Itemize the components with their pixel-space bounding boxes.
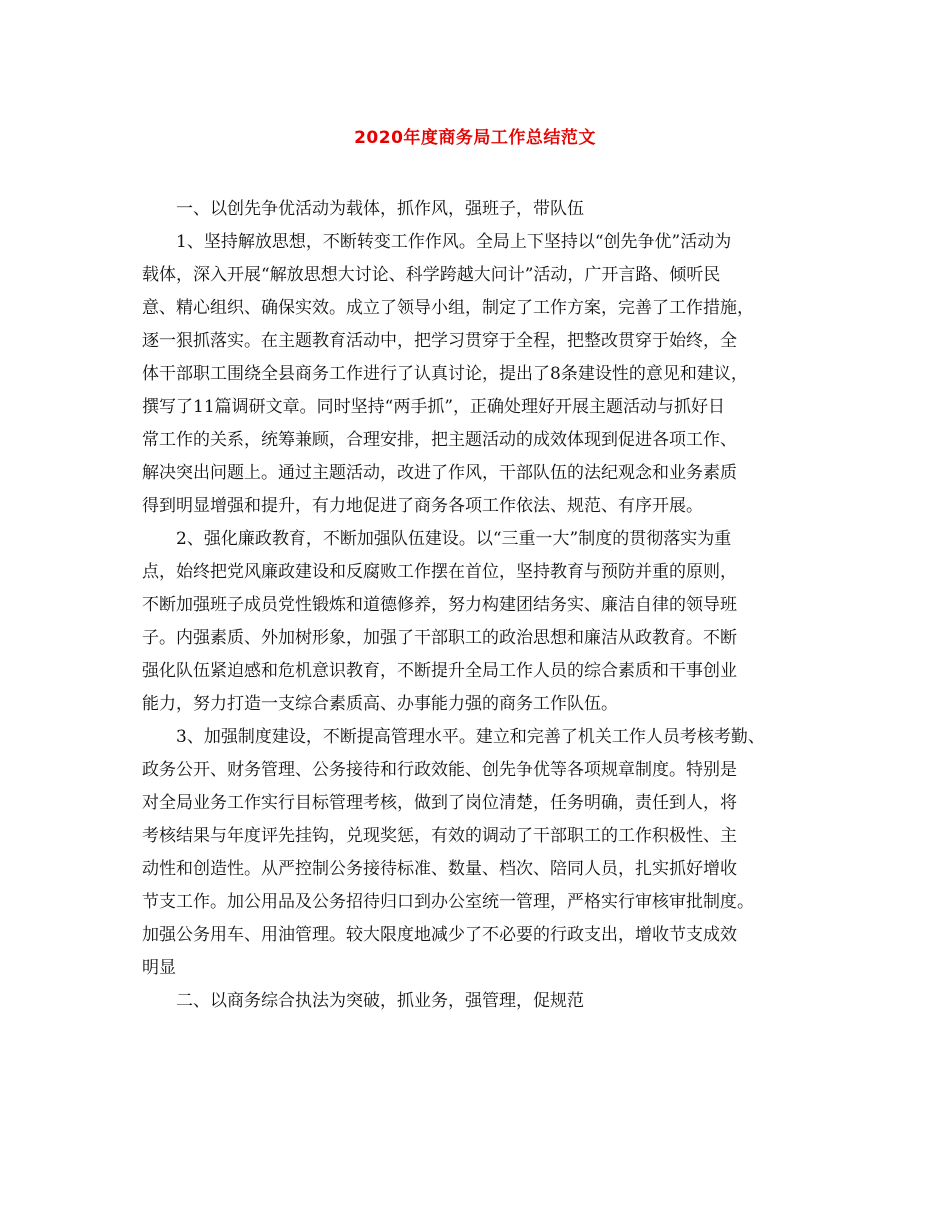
paragraph-line: 对全局业务工作实行目标管理考核，做到了岗位清楚，任务明确，责任到人，将 [142, 793, 737, 813]
paragraph-first-line: 二、以商务综合执法为突破，抓业务，强管理，促规范 [176, 991, 584, 1011]
paragraph [142, 721, 814, 985]
paragraph-line: 不断加强班子成员党性锻炼和道德修养，努力构建团结务实、廉洁自律的领导班 [142, 595, 737, 615]
paragraph [142, 193, 814, 226]
paragraph [142, 226, 814, 523]
paragraph-line: 子。内强素质、外加树形象，加强了干部职工的政治思想和廉洁从政教育。不断 [142, 628, 737, 648]
document-body [142, 193, 814, 1018]
paragraph-line: 明显 [142, 958, 176, 978]
paragraph-first-line: 1、坚持解放思想，不断转变工作作风。全局上下坚持以“创先争优”活动为 [176, 232, 732, 252]
paragraph-line: 考核结果与年度评先挂钩，兑现奖惩，有效的调动了干部职工的工作积极性、主 [142, 826, 737, 846]
paragraph-line: 节支工作。加公用品及公务招待归口到办公室统一管理，严格实行审核审批制度。 [142, 892, 754, 912]
paragraph-line: 加强公务用车、用油管理。较大限度地减少了不必要的行政支出，增收节支成效 [142, 925, 737, 945]
paragraph-line: 强化队伍紧迫感和危机意识教育，不断提升全局工作人员的综合素质和干事创业 [142, 661, 737, 681]
paragraph-first-line: 2、强化廉政教育，不断加强队伍建设。以“三重一大”制度的贯彻落实为重 [176, 529, 732, 549]
paragraph [142, 985, 814, 1018]
paragraph-line: 动性和创造性。从严控制公务接待标准、数量、档次、陪同人员，扎实抓好增收 [142, 859, 737, 879]
paragraph-line: 载体，深入开展“解放思想大讨论、科学跨越大问计”活动，广开言路、倾听民 [142, 265, 721, 285]
paragraph-line: 政务公开、财务管理、公务接待和行政效能、创先争优等各项规章制度。特别是 [142, 760, 737, 780]
paragraph-line: 常工作的关系，统筹兼顾，合理安排，把主题活动的成效体现到促进各项工作、 [142, 430, 737, 450]
paragraph-line: 得到明显增强和提升，有力地促进了商务各项工作依法、规范、有序开展。 [142, 496, 703, 516]
paragraph-line: 能力，努力打造一支综合素质高、办事能力强的商务工作队伍。 [142, 694, 618, 714]
paragraph-first-line: 3、加强制度建设，不断提高管理水平。建立和完善了机关工作人员考核考勤、 [176, 727, 765, 747]
paragraph [142, 523, 814, 721]
paragraph-line: 意、精心组织、确保实效。成立了领导小组，制定了工作方案，完善了工作措施， [142, 298, 754, 318]
paragraph-line: 体干部职工围绕全县商务工作进行了认真讨论，提出了8条建设性的意见和建议， [142, 364, 748, 384]
paragraph-first-line: 一、以创先争优活动为载体，抓作风，强班子，带队伍 [176, 199, 584, 219]
document-title: 2020年度商务局工作总结范文 [354, 128, 596, 148]
paragraph-line: 撰写了11篇调研文章。同时坚持“两手抓”，正确处理好开展主题活动与抓好日 [142, 397, 726, 417]
paragraph-line: 逐一狠抓落实。在主题教育活动中，把学习贯穿于全程，把整改贯穿于始终，全 [142, 331, 737, 351]
paragraph-line: 解决突出问题上。通过主题活动，改进了作风，干部队伍的法纪观念和业务素质 [142, 463, 737, 483]
paragraph-line: 点，始终把党风廉政建设和反腐败工作摆在首位，坚持教育与预防并重的原则， [142, 562, 737, 582]
